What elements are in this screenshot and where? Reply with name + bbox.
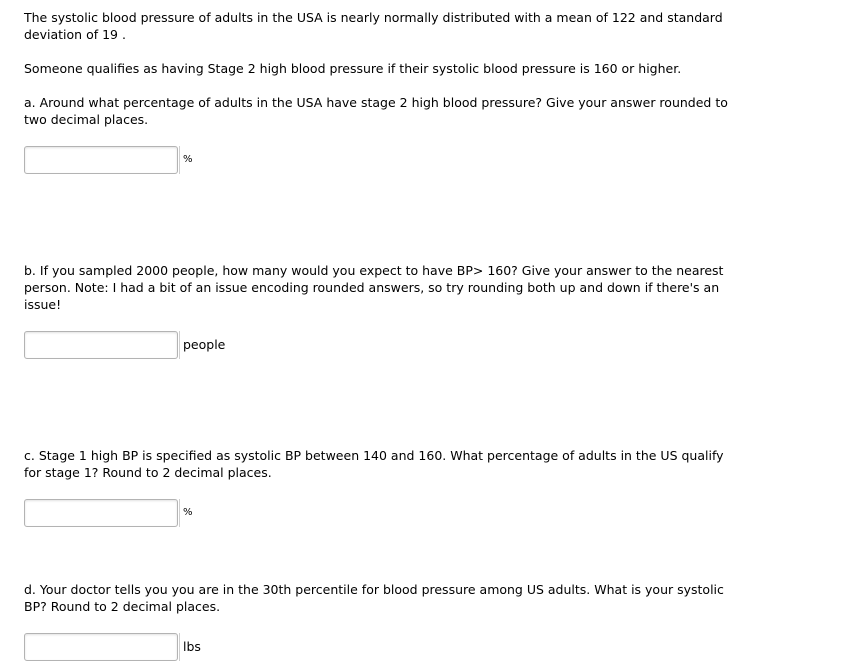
- question-a-unit: %: [179, 146, 193, 174]
- problem-criterion: Someone qualifies as having Stage 2 high blood pressure if their systolic blood pressure is 160 or higher.: [24, 61, 682, 76]
- question-c-text: c. Stage 1 high BP is specified as systolic BP between 140 and 160. What percentage of adults in the US qualify for stage 1? Round to 2 decimal places.: [24, 448, 724, 480]
- problem-intro: The systolic blood pressure of adults in the USA is nearly normally distributed with a mean of 122 and standard deviation of 19 .: [24, 10, 723, 42]
- question-a-answer-input[interactable]: [24, 146, 178, 174]
- question-b-text: b. If you sampled 2000 people, how many would you expect to have BP> 160? Give your answer to the nearest person. Note: I had a bit of an issue encoding rounded answers, so try rounding both up and down if there's an issue!: [24, 263, 724, 312]
- question-c-answer-input[interactable]: [24, 499, 178, 527]
- question-a-text: a. Around what percentage of adults in the USA have stage 2 high blood pressure? Give your answer rounded to two decimal places.: [24, 95, 728, 127]
- question-b-answer-input[interactable]: [24, 331, 178, 359]
- question-d-unit: lbs: [179, 633, 201, 661]
- question-d-text: d. Your doctor tells you you are in the 30th percentile for blood pressure among US adults. What is your systolic BP? Round to 2 decimal places.: [24, 582, 724, 614]
- question-c-unit: %: [179, 499, 193, 527]
- question-d-answer-input[interactable]: [24, 633, 178, 661]
- question-b-unit: people: [179, 331, 225, 359]
